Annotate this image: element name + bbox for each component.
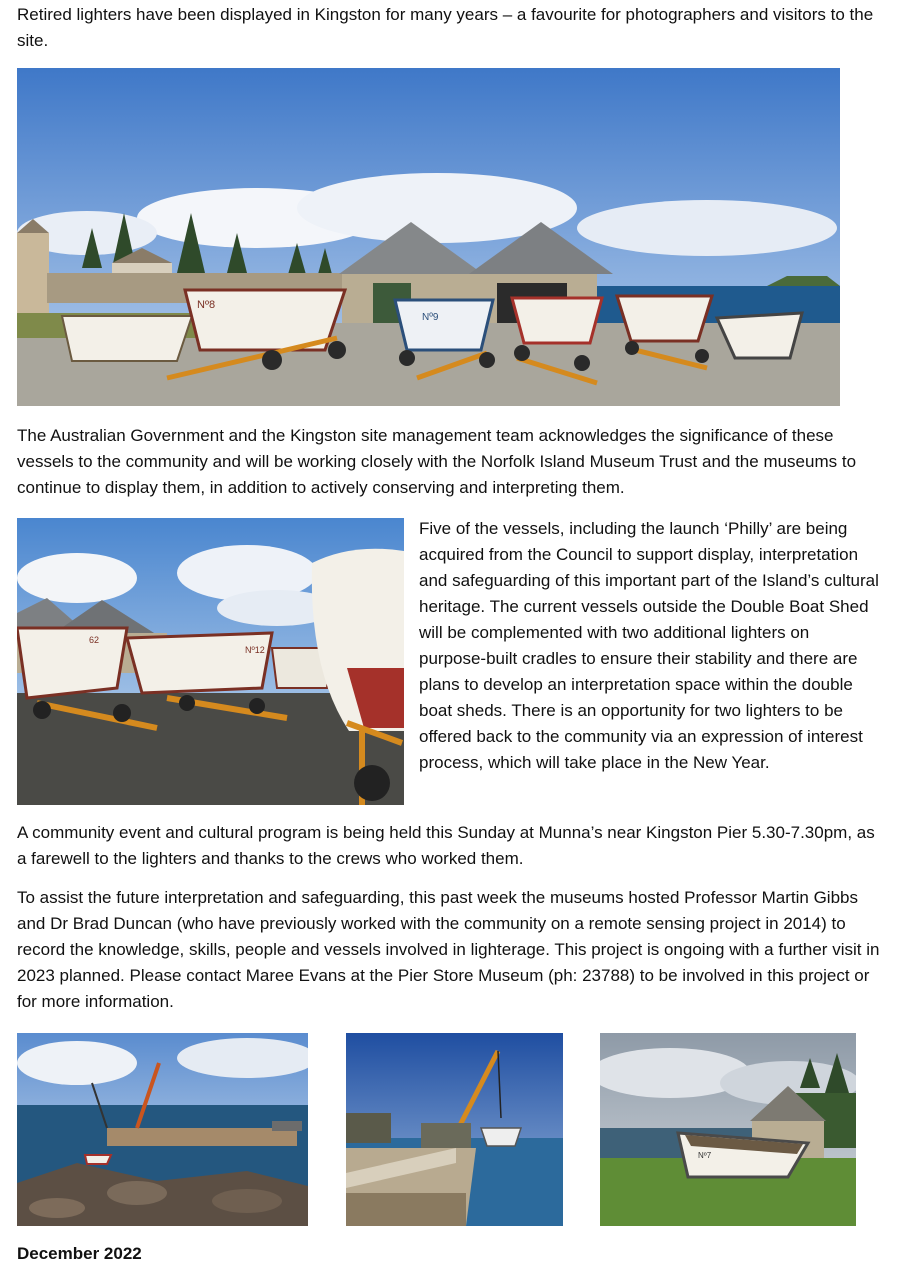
community-event-paragraph: A community event and cultural program is being held this Sunday at Munna’s near Kingston Pier 5.30-7.30pm, as a farewell to the lighters and thanks to the crews who worked them. [17,823,875,868]
boat-number-label: Nº9 [422,312,439,323]
photo-lighter-on-grass [600,1033,856,1226]
boat-number-label: Nº7 [698,1151,712,1160]
photo-lighters-outside-boat-shed [17,68,840,406]
photo-lighters-on-cradles [17,518,404,805]
boat-number-label: Nº12 [245,645,265,655]
acquisition-paragraph: Five of the vessels, including the launch ‘Philly’ are being acquired from the Council to support display, interpretation and safeguarding of this important part of the Island’s cultural heritage. The current vessels outside the Double Boat Shed will be complemented with two additional lighters on purpose-built cradles to ensure their stability and there are plans to develop an interpretation space within the double boat sheds. There is an opportunity for two lighters to be offered back to the community via an expression of interest process, which will take place in the New Year. [419,519,879,772]
intro-paragraph: Retired lighters have been displayed in Kingston for many years – a favourite for photographers and visitors to the site. [17,5,874,50]
boat-number-label: 62 [89,635,100,645]
footer-date: December 2022 [17,1244,142,1263]
government-paragraph: The Australian Government and the Kingston site management team acknowledges the significance of these vessels to the community and will be working closely with the Norfolk Island Museum Trust and the museums to continue to display them, in addition to actively conserving and interpreting them. [17,426,857,497]
photo-historic-pier-crane [17,1033,308,1226]
research-project-paragraph: To assist the future interpretation and safeguarding, this past week the museums hosted Professor Martin Gibbs and Dr Brad Duncan (who have previously worked with the community on a remote sensing project in 2014) to record the knowledge, skills, people and vessels involved in lighterage. This project is ongoing with a further visit in 2023 planned. Please contact Maree Evans at the Pier Store Museum (ph: 23788) to be involved in this project or for more information. [17,888,880,1011]
boat-number-label: Nº8 [197,299,216,311]
photo-pier-crane-lifting-boat [346,1033,563,1226]
